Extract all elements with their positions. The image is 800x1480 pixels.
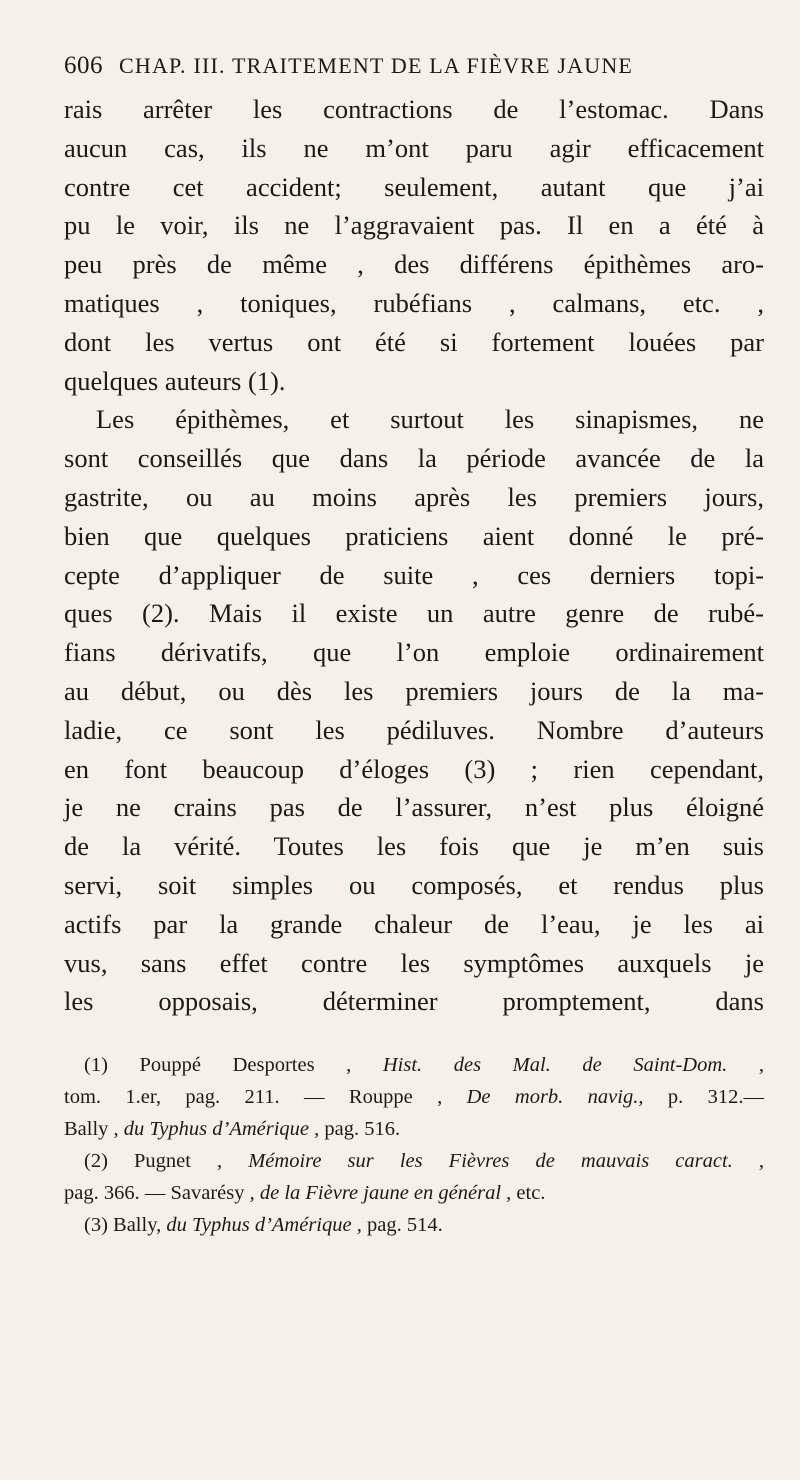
footnote-1-cont: tom. 1.er, pag. 211. — Rouppe , De morb. navig., p. 312.— bbox=[64, 1086, 765, 1109]
text-line: rais arrêter les contractions de l’estomac. Dans bbox=[64, 94, 764, 124]
text-line: au début, ou dès les premiers jours de la ma- bbox=[64, 675, 764, 706]
text-line: cepte d’appliquer de suite , ces derniers topi- bbox=[64, 559, 764, 590]
text-line: actifs par la grande chaleur de l’eau, je les ai bbox=[64, 908, 764, 939]
book-page bbox=[64, 52, 764, 1241]
chapter-title: CHAP. III. TRAITEMENT DE LA FIÈVRE JAUNE bbox=[119, 53, 634, 78]
footnote-3: (3) Bally, du Typhus d’Amérique , pag. 514. bbox=[84, 1214, 443, 1237]
text-line: servi, soit simples ou composés, et rendus plus bbox=[64, 869, 764, 900]
footnote-2: (2) Pugnet , Mémoire sur les Fièvres de mauvais caract. , bbox=[84, 1150, 764, 1173]
text-line: je ne crains pas de l’assurer, n’est plus éloigné bbox=[64, 792, 764, 823]
footnotes bbox=[64, 1049, 764, 1241]
running-header bbox=[64, 52, 764, 80]
text-line: gastrite, ou au moins après les premiers jours, bbox=[64, 481, 764, 512]
page-number: 606 bbox=[64, 52, 103, 79]
footnote-1-end: Bally , du Typhus d’Amérique , pag. 516. bbox=[64, 1118, 401, 1141]
main-text bbox=[64, 90, 764, 1021]
footnote-2-end: pag. 366. — Savarésy , de la Fièvre jaune en général , etc. bbox=[64, 1182, 546, 1205]
text-line: contre cet accident; seulement, autant que j’ai bbox=[64, 171, 764, 202]
text-line: les opposais, déterminer promptement, dans bbox=[64, 986, 764, 1017]
text-line: ques (2). Mais il existe un autre genre de rubé- bbox=[64, 598, 764, 629]
text-line: pu le voir, ils ne l’aggravaient pas. Il en a été à bbox=[64, 210, 764, 241]
text-line: dont les vertus ont été si fortement louées par bbox=[64, 326, 764, 357]
text-line: de la vérité. Toutes les fois que je m’en suis bbox=[64, 831, 764, 862]
text-line: peu près de même , des différens épithèmes aro- bbox=[64, 249, 764, 280]
text-line: sont conseillés que dans la période avancée de la bbox=[64, 443, 764, 474]
text-line: bien que quelques praticiens aient donné le pré- bbox=[64, 520, 764, 551]
text-line: ladie, ce sont les pédiluves. Nombre d’auteurs bbox=[64, 714, 764, 745]
text-line: quelques auteurs (1). bbox=[64, 365, 286, 396]
text-line: Les épithèmes, et surtout les sinapismes, ne bbox=[96, 404, 764, 435]
text-line: aucun cas, ils ne m’ont paru agir efficacement bbox=[64, 132, 764, 163]
text-line: en font beaucoup d’éloges (3) ; rien cependant, bbox=[64, 753, 764, 784]
text-line: fians dérivatifs, que l’on emploie ordinairement bbox=[64, 637, 764, 668]
text-line: matiques , toniques, rubéfians , calmans, etc. , bbox=[64, 287, 764, 318]
text-line: vus, sans effet contre les symptômes auxquels je bbox=[64, 947, 764, 978]
footnote-1: (1) Pouppé Desportes , Hist. des Mal. de Saint-Dom. , bbox=[84, 1054, 764, 1077]
